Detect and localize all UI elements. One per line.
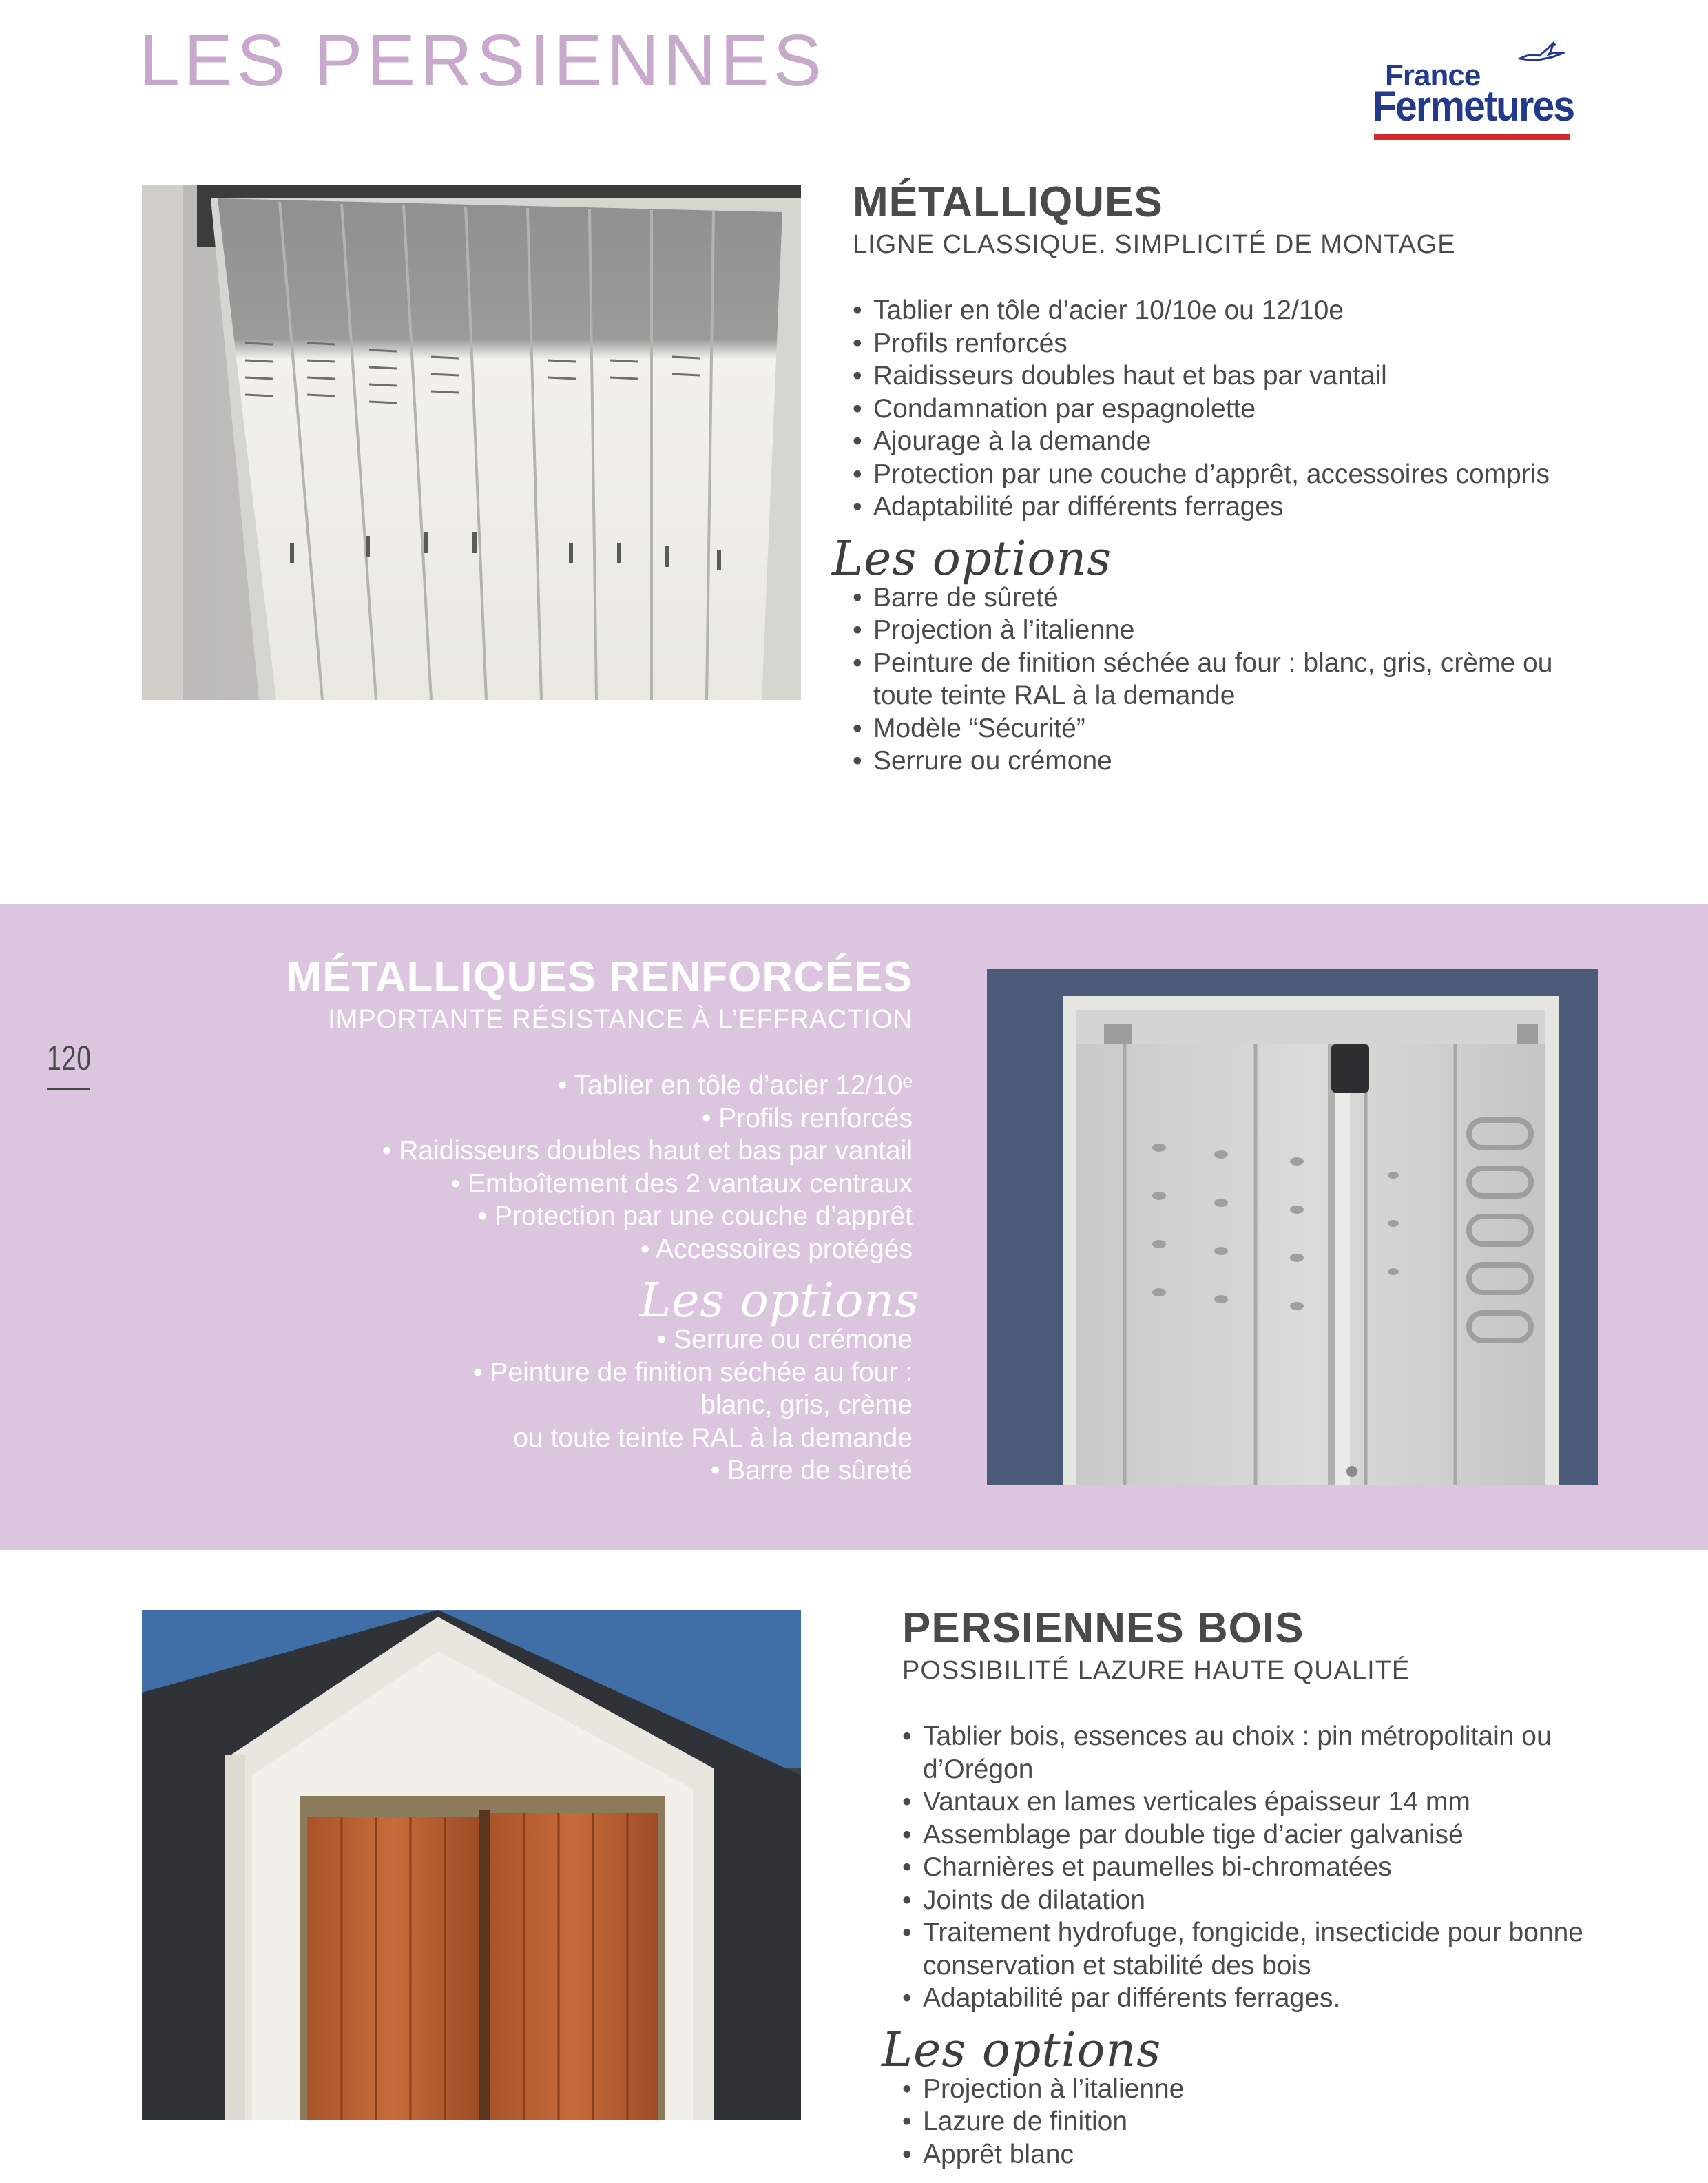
option-item: • Projection à l’italienne xyxy=(902,2073,1660,2106)
feature-item: • Profils renforcés xyxy=(853,327,1610,360)
feature-item: • Tablier bois, essences au choix : pin métropolitain ou d’Orégon xyxy=(902,1720,1660,1786)
page-number: 120 xyxy=(47,1039,92,1077)
photo-metal-shutters xyxy=(142,185,801,700)
logo-red-bar xyxy=(1374,134,1570,140)
option-item: blanc, gris, crème xyxy=(700,1390,913,1420)
options-list xyxy=(220,1323,913,1487)
feature-item: • Condamnation par espagnolette xyxy=(853,393,1610,426)
option-item: • Modèle “Sécurité” xyxy=(853,712,1610,745)
section-metalliques-renforcees xyxy=(220,951,919,1487)
option-item: • Peinture de finition séchée au four : xyxy=(472,1357,913,1387)
options-heading: Les options xyxy=(832,531,1112,586)
option-item: • Projection à l’italienne xyxy=(853,614,1610,647)
photo-reinforced-shutters xyxy=(987,969,1598,1485)
feature-item: • Profils renforcés xyxy=(701,1103,913,1133)
logo-line2: Fermetures xyxy=(1373,83,1574,130)
feature-item: • Adaptabilité par différents ferrages xyxy=(853,490,1610,524)
feature-item: • Emboîtement des 2 vantaux centraux xyxy=(450,1168,913,1199)
section-title: MÉTALLIQUES RENFORCÉES xyxy=(286,953,913,1001)
section-metalliques xyxy=(832,176,1610,778)
feature-item: • Adaptabilité par différents ferrages. xyxy=(902,1982,1660,2015)
options-list xyxy=(853,581,1610,778)
options-heading: Les options xyxy=(639,1274,919,1328)
feature-item: • Ajourage à la demande xyxy=(853,425,1610,458)
page-title: LES PERSIENNES xyxy=(139,20,826,101)
feature-item: • Accessoires protégés xyxy=(640,1234,913,1264)
option-item: • Apprêt blanc xyxy=(902,2138,1660,2171)
feature-item: • Tablier en tôle d’acier 10/10e ou 12/10e xyxy=(853,294,1610,327)
option-item: • Barre de sûreté xyxy=(853,581,1610,614)
feature-item: • Charnières et paumelles bi-chromatées xyxy=(902,1851,1660,1884)
option-item: • Lazure de finition xyxy=(902,2105,1660,2138)
section-title: MÉTALLIQUES xyxy=(853,178,1163,226)
feature-item: • Raidisseurs doubles haut et bas par vantail xyxy=(853,360,1610,393)
photo-wood-shutters xyxy=(142,1610,801,2120)
section-persiennes-bois xyxy=(882,1602,1660,2171)
feature-item: • Joints de dilatation xyxy=(902,1884,1660,1917)
option-item: • Serrure ou crémone xyxy=(853,745,1610,778)
option-item: • Peinture de finition séchée au four : blanc, gris, crème ou toute teinte RAL à la demande xyxy=(853,647,1610,712)
section-subtitle: LIGNE CLASSIQUE. SIMPLICITÉ DE MONTAGE xyxy=(853,230,1456,259)
option-item: • Barre de sûreté xyxy=(710,1456,913,1485)
feature-item: • Tablier en tôle d’acier 12/10ᵉ xyxy=(557,1070,913,1100)
feature-item: • Traitement hydrofuge, fongicide, insecticide pour bonne conservation et stabilité des bois xyxy=(902,1916,1660,1982)
feature-item: • Protection par une couche d’apprêt xyxy=(477,1201,913,1231)
feature-item: • Protection par une couche d’apprêt, accessoires compris xyxy=(853,458,1610,491)
feature-item: • Assemblage par double tige d’acier galvanisé xyxy=(902,1819,1660,1852)
feature-list xyxy=(902,1720,1660,2015)
feature-item: • Raidisseurs doubles haut et bas par vantail xyxy=(382,1136,913,1166)
options-list xyxy=(902,2073,1660,2171)
feature-item: • Vantaux en lames verticales épaisseur 14 mm xyxy=(902,1786,1660,1819)
feature-list xyxy=(853,294,1610,524)
options-heading: Les options xyxy=(882,2022,1162,2078)
option-item: ou toute teinte RAL à la demande xyxy=(513,1422,913,1453)
section-subtitle: POSSIBILITÉ LAZURE HAUTE QUALITÉ xyxy=(902,1656,1410,1685)
bird-icon xyxy=(1517,38,1565,65)
france-fermetures-logo xyxy=(1367,38,1581,141)
page-number-underline xyxy=(47,1088,90,1090)
section-title: PERSIENNES BOIS xyxy=(902,1604,1304,1652)
logo-line1: France xyxy=(1385,59,1481,92)
section-subtitle: IMPORTANTE RÉSISTANCE À L’EFFRACTION xyxy=(328,1005,913,1034)
feature-list xyxy=(220,1069,913,1265)
option-item: • Serrure ou crémone xyxy=(656,1325,913,1354)
